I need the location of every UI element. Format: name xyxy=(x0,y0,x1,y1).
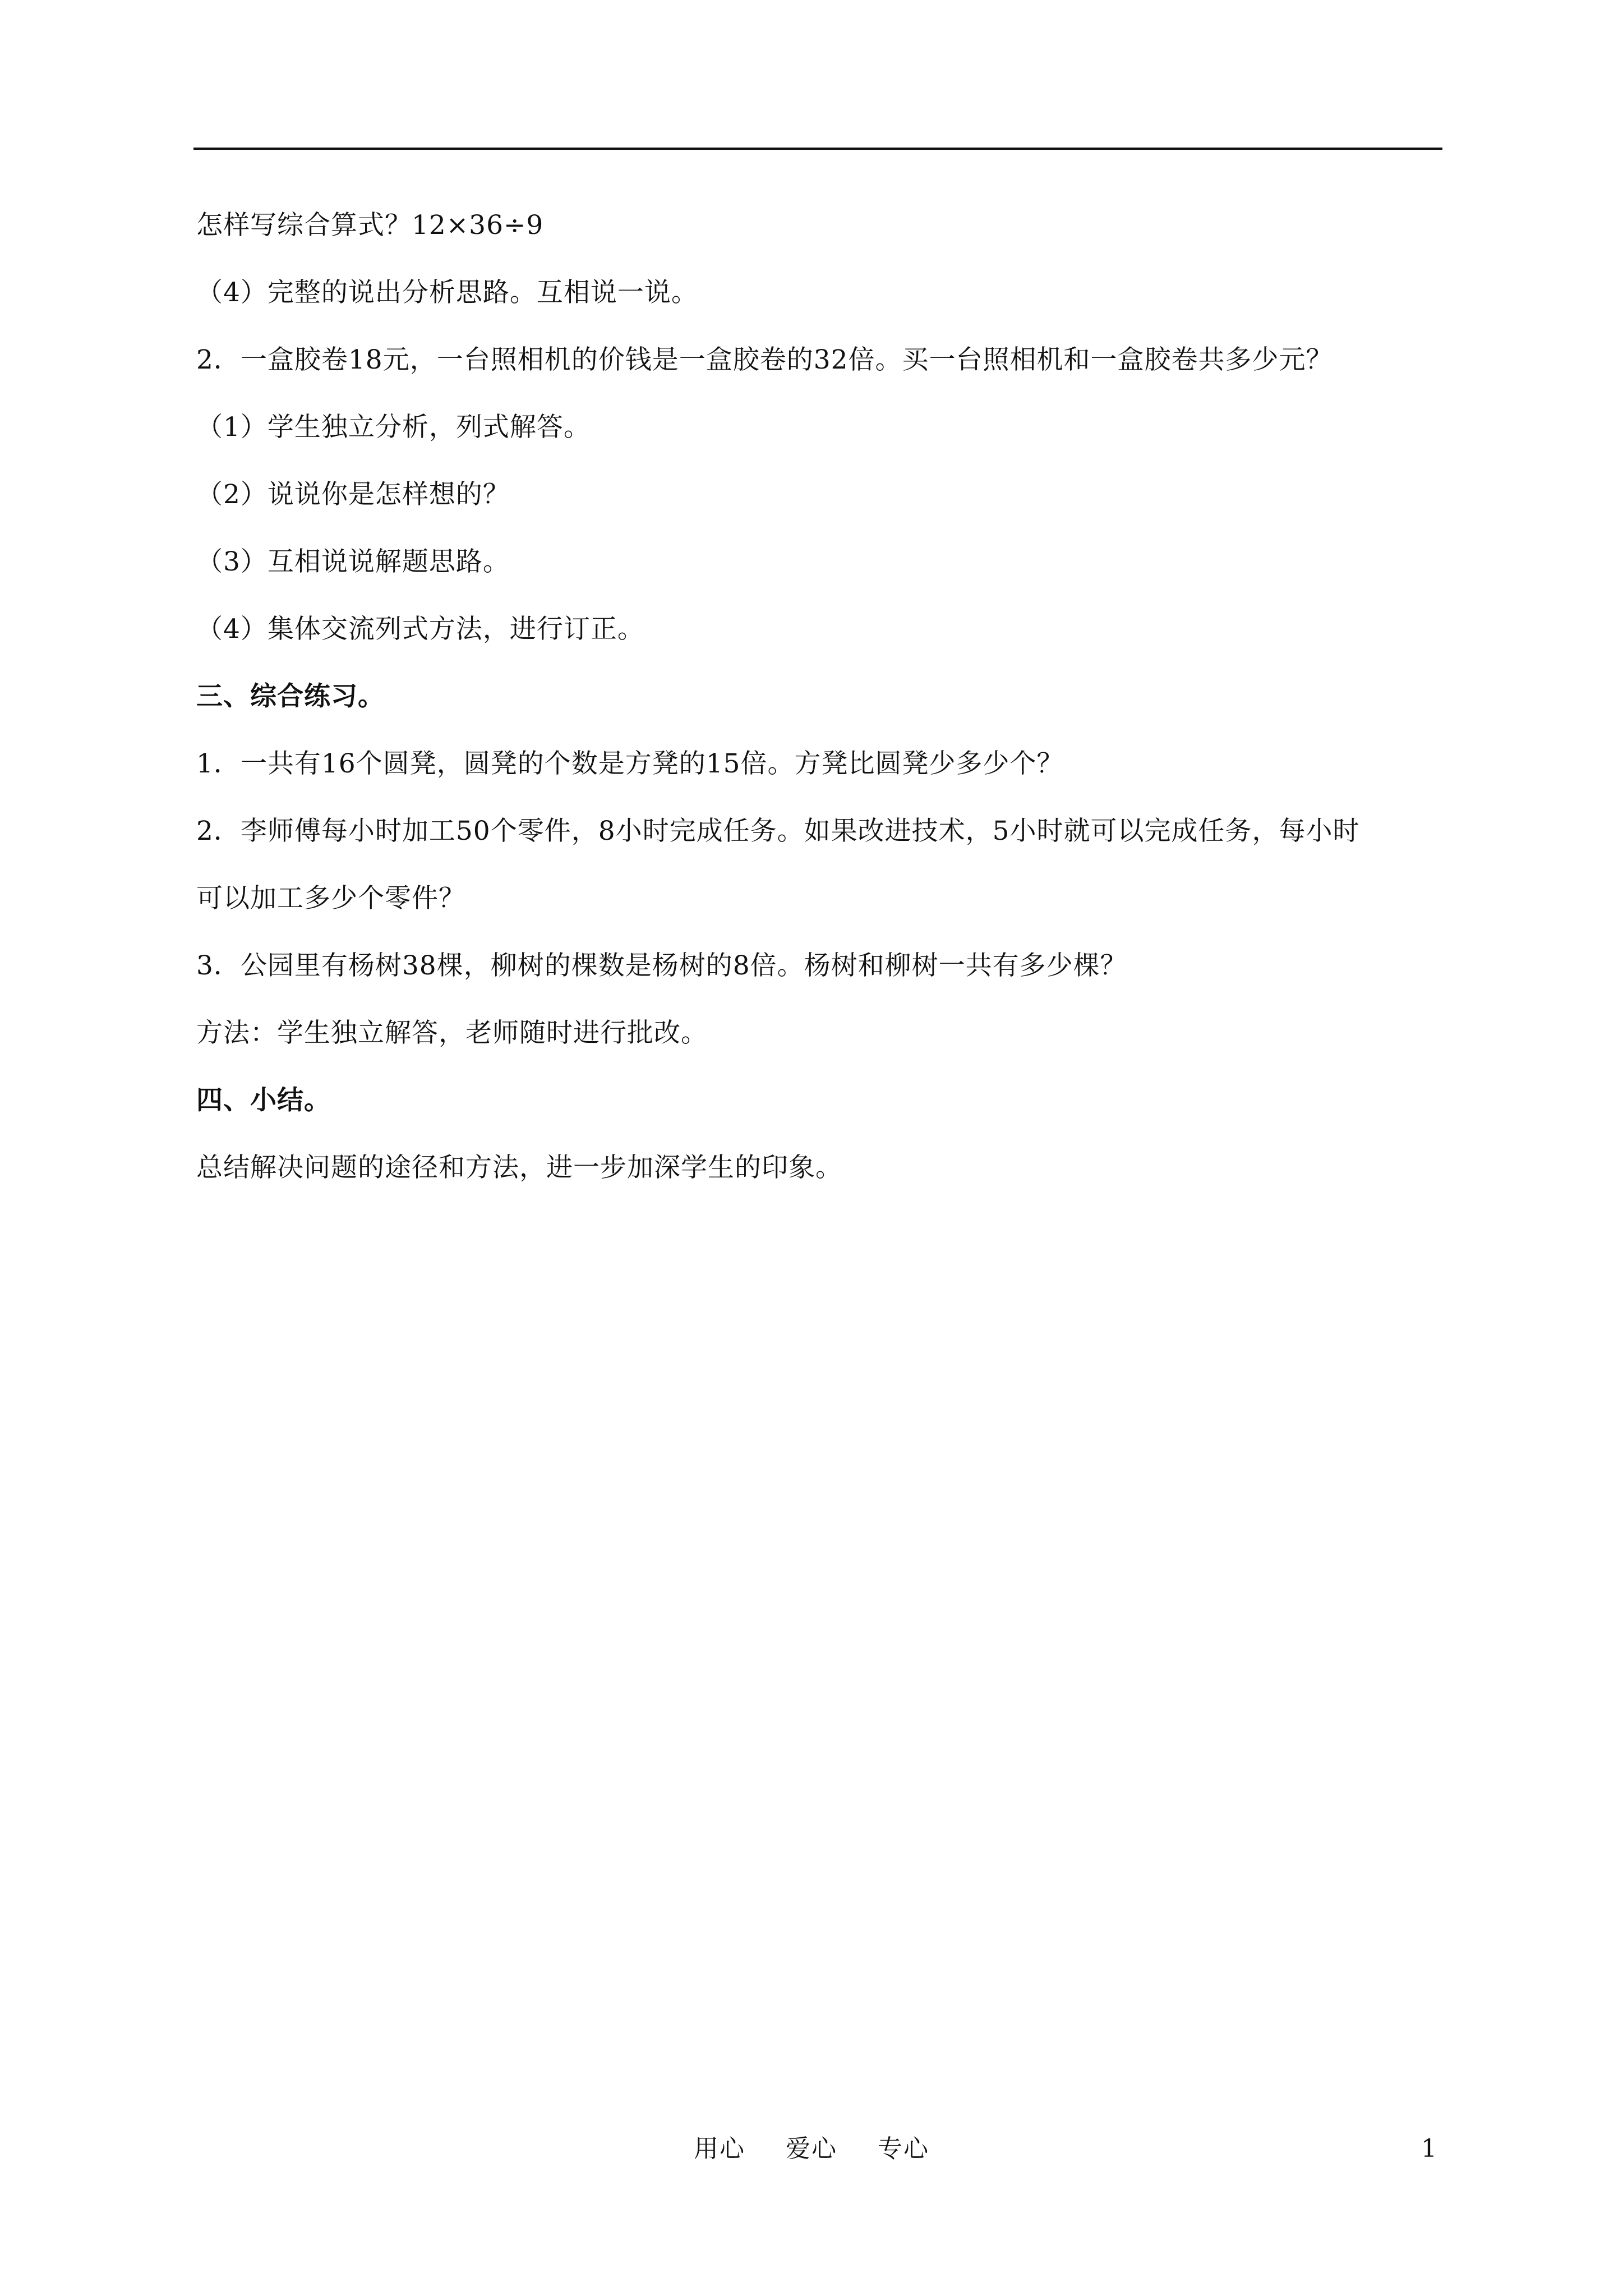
text-line: （2）说说你是怎样想的？ xyxy=(196,479,510,510)
text-line: （3）互相说说解题思路。 xyxy=(196,546,510,577)
text-line: 怎样写综合算式？12×36÷9 xyxy=(196,210,544,241)
section-heading-summary: 四、小结。 xyxy=(196,1085,331,1116)
exercise-1: 1．一共有16个圆凳，圆凳的个数是方凳的15倍。方凳比圆凳少多少个？ xyxy=(196,748,1064,779)
summary-text: 总结解决问题的途径和方法，进一步加深学生的印象。 xyxy=(196,1152,842,1183)
text-line: （4）完整的说出分析思路。互相说一说。 xyxy=(196,277,698,308)
exercise-2-continued: 可以加工多少个零件？ xyxy=(196,883,465,914)
page-number: 1 xyxy=(1421,2134,1437,2163)
footer-slogan xyxy=(0,2133,1623,2165)
text-line: （1）学生独立分析，列式解答。 xyxy=(196,412,591,443)
exercise-3: 3．公园里有杨树38棵，柳树的棵数是杨树的8倍。杨树和柳树一共有多少棵？ xyxy=(196,950,1127,981)
question-2: 2．一盒胶卷18元，一台照相机的价钱是一盒胶卷的32倍。买一台照相机和一盒胶卷共多少元？ xyxy=(196,344,1333,375)
footer-slogan-word: 爱心 xyxy=(786,2134,837,2163)
footer-slogan-word: 用心 xyxy=(694,2134,745,2163)
document-body xyxy=(196,209,1442,1218)
text-line: （4）集体交流列式方法，进行订正。 xyxy=(196,614,644,645)
method-note: 方法：学生独立解答，老师随时进行批改。 xyxy=(196,1018,708,1048)
footer-slogan-word: 专心 xyxy=(878,2134,929,2163)
exercise-2: 2．李师傅每小时加工50个零件，8小时完成任务。如果改进技术，5小时就可以完成任务，每小时 xyxy=(196,816,1360,846)
section-heading-practice: 三、综合练习。 xyxy=(196,681,385,712)
header-rule xyxy=(193,148,1442,150)
